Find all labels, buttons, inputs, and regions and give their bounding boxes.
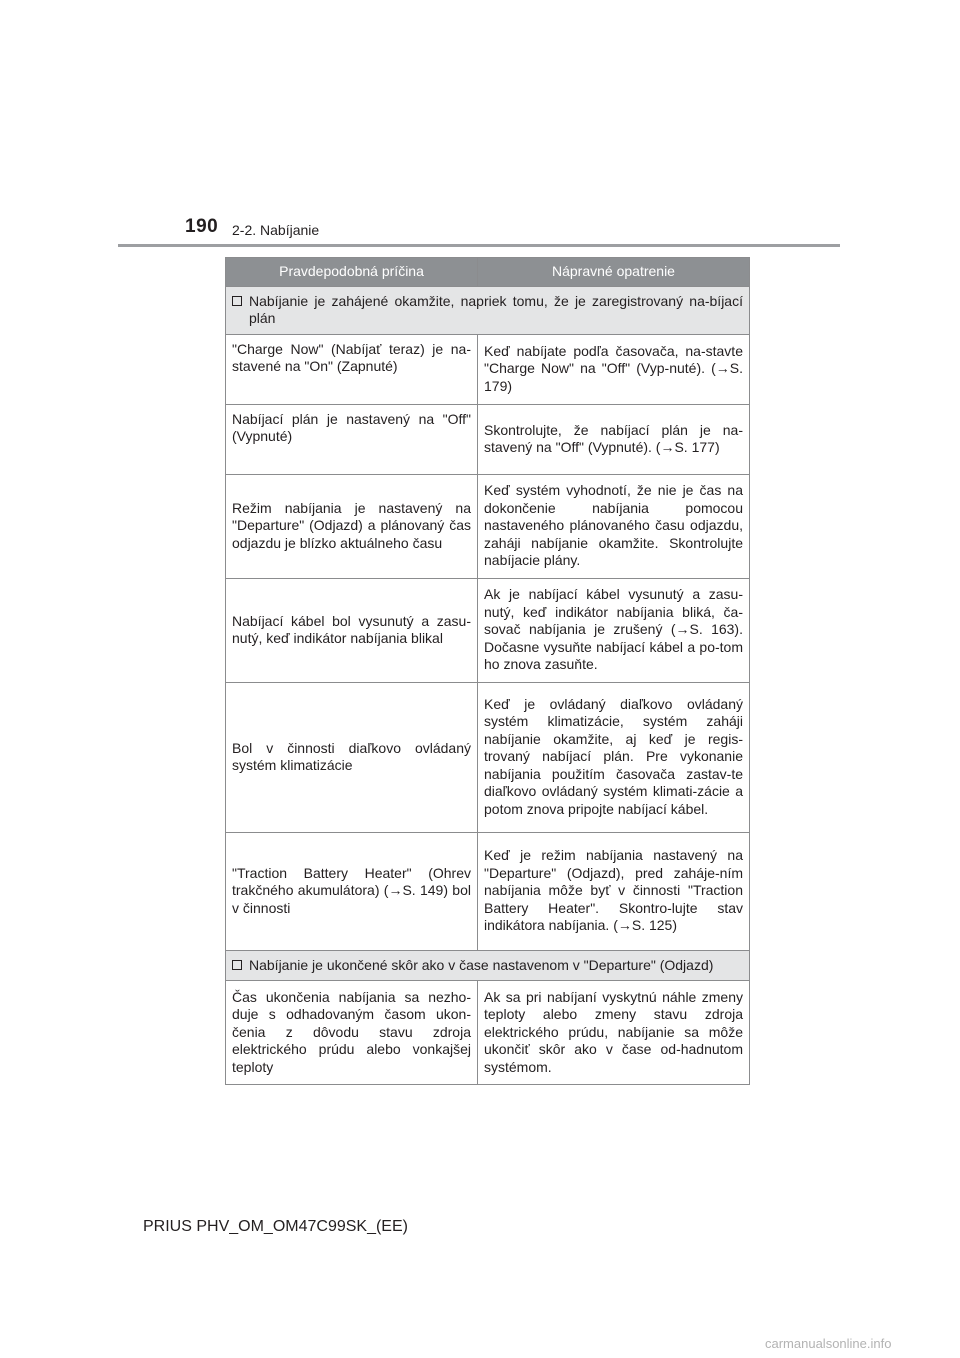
cause-cell: Nabíjací kábel bol vysunutý a zasu-nutý, keď indikátor nabíjania blikal — [226, 578, 478, 682]
header-divider — [118, 244, 840, 247]
cause-cell: Nabíjací plán je nastavený na "Off" (Vypnuté) — [226, 404, 478, 474]
action-cell: Keď systém vyhodnotí, že nie je čas na dokončenie nabíjania pomocou nastaveného plánovaného času odjazdu, zaháji nabíjanie okamžite. Skontrolujte nabíjacie plány. — [478, 474, 750, 578]
action-cell: Keď je ovládaný diaľkovo ovládaný systém klimatizácie, systém zaháji nabíjanie okamžite, aj keď je regis-trovaný nabíjací plán. Pre vykonanie nabíjania použitím časovača zastav-te diaľkovo ovládaný systém klimati-zácie a potom znova pripojte nabíjací kábel. — [478, 682, 750, 832]
action-cell: Ak sa pri nabíjaní vyskytnú náhle zmeny teploty alebo zmeny stavu zdroja elektrického prúdu, nabíjanie sa môže ukončiť skôr ako v čase od-hadnutom systémom. — [478, 981, 750, 1085]
action-cell: Ak je nabíjací kábel vysunutý a zasu-nutý, keď indikátor nabíjania bliká, ča-sovač nabíjania je zrušený (→S. 163). Dočasne vysuňte nabíjací kábel a po-tom ho znova zasuňte. — [478, 578, 750, 682]
table-row — [226, 981, 750, 1085]
group-header-row — [226, 950, 750, 981]
column-header-cause: Pravdepodobná príčina — [226, 258, 478, 287]
action-cell: Keď nabíjate podľa časovača, na-stavte "Charge Now" na "Off" (Vyp-nuté). (→S. 179) — [478, 334, 750, 404]
page-number: 190 — [185, 216, 219, 237]
group-title: Nabíjanie je zahájené okamžite, napriek tomu, že je zaregistrovaný na-bíjací plán — [249, 292, 743, 326]
table-row — [226, 578, 750, 682]
troubleshooting-table — [225, 257, 750, 1085]
group-title: Nabíjanie je ukončené skôr ako v čase nastavenom v "Departure" (Odjazd) — [249, 956, 714, 973]
action-cell: Skontrolujte, že nabíjací plán je na-stavený na "Off" (Vypnuté). (→S. 177) — [478, 404, 750, 474]
table-header-row — [226, 258, 750, 287]
table-row — [226, 404, 750, 474]
table-row — [226, 682, 750, 832]
watermark: carmanualsonline.info — [765, 1336, 892, 1351]
cause-cell: Režim nabíjania je nastavený na "Departure" (Odjazd) a plánovaný čas odjazdu je blízko aktuálneho času — [226, 474, 478, 578]
cause-cell: "Traction Battery Heater" (Ohrev trakčného akumulátora) (→S. 149) bol v činnosti — [226, 832, 478, 950]
column-header-action: Nápravné opatrenie — [478, 258, 750, 287]
checkbox-icon — [232, 296, 242, 306]
document-code: PRIUS PHV_OM_OM47C99SK_(EE) — [143, 1218, 408, 1235]
table-row — [226, 832, 750, 950]
action-cell: Keď je režim nabíjania nastavený na "Departure" (Odjazd), pred zaháje-ním nabíjania môže byť v činnosti "Traction Battery Heater". Skontro-lujte stav indikátora nabíjania. (→S. 125) — [478, 832, 750, 950]
group-header-cell — [226, 950, 750, 981]
section-title: 2-2. Nabíjanie — [232, 222, 320, 238]
cause-cell: "Charge Now" (Nabíjať teraz) je na-stavené na "On" (Zapnuté) — [226, 334, 478, 404]
table-row — [226, 334, 750, 404]
checkbox-icon — [232, 960, 242, 970]
cause-cell: Bol v činnosti diaľkovo ovládaný systém klimatizácie — [226, 682, 478, 832]
cause-cell: Čas ukončenia nabíjania sa nezho-duje s odhadovaným časom ukon-čenia z dôvodu stavu zdroja elektrického prúdu alebo vonkajšej teploty — [226, 981, 478, 1085]
group-header-cell — [226, 286, 750, 334]
group-header-row — [226, 286, 750, 334]
table-row — [226, 474, 750, 578]
